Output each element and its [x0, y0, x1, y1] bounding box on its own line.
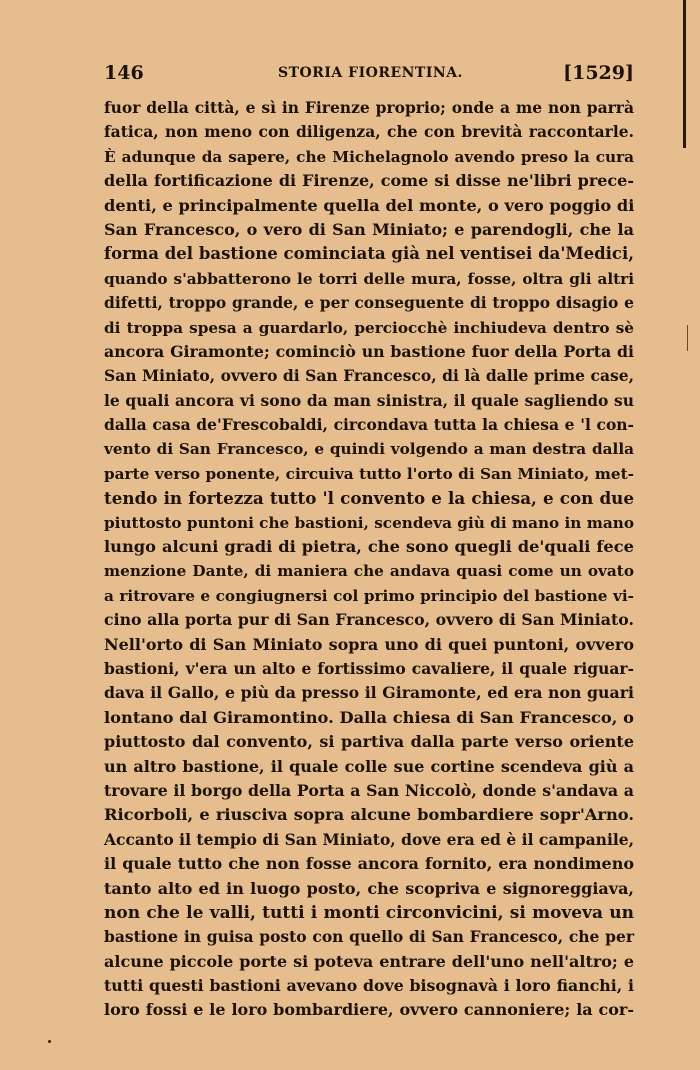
page-edge-mark: [687, 325, 688, 351]
text-line: loro fossi e le loro bombardiere, ovvero cannoniere; la cor-: [104, 1000, 634, 1020]
text-line: quando s'abbatterono le torri delle mura, fosse, oltra gli altri: [104, 269, 634, 288]
text-line: a ritrovare e congiugnersi col primo principio del bastione vi-: [104, 586, 634, 605]
page-header: [104, 62, 634, 88]
year-bracket: [1529]: [563, 62, 634, 84]
text-line: Accanto il tempio di San Miniato, dove era ed è il campanile,: [104, 829, 634, 849]
text-line: dava il Gallo, e più da presso il Giramonte, ed era non guari: [104, 683, 634, 703]
text-line: tendo in fortezza tutto 'l convento e la chiesa, e con due: [104, 488, 634, 509]
running-title: STORIA FIORENTINA.: [278, 65, 463, 81]
text-line: fatica, non meno con diligenza, che con brevità raccontarle.: [104, 122, 634, 142]
text-line: della fortificazione di Firenze, come si disse ne'libri prece-: [104, 171, 634, 191]
text-line: trovare il borgo della Porta a San Niccolò, donde s'andava a: [104, 780, 634, 800]
text-line: tanto alto ed in luogo posto, che scopriva e signoreggiava,: [104, 878, 634, 898]
text-line: non che le valli, tutti i monti circonvicini, si moveva un: [104, 902, 634, 923]
text-line: denti, e principalmente quella del monte, o vero poggio di: [104, 195, 635, 215]
text-line: dalla casa de'Frescobaldi, circondava tutta la chiesa e 'l con-: [104, 415, 634, 435]
text-line: bastione in guisa posto con quello di San Francesco, che per: [104, 927, 634, 947]
text-line: Ricorboli, e riusciva sopra alcune bombardiere sopr'Arno.: [104, 805, 634, 825]
text-line: piuttosto dal convento, si partiva dalla parte verso oriente: [104, 732, 634, 752]
page-edge-shadow: [683, 0, 686, 148]
text-line: San Miniato, ovvero di San Francesco, di là dalle prime case,: [104, 366, 634, 386]
text-line: il quale tutto che non fosse ancora fornito, era nondimeno: [104, 854, 634, 874]
text-line: lontano dal Giramontino. Dalla chiesa di San Francesco, o: [104, 707, 634, 727]
text-line: bastioni, v'era un alto e fortissimo cavaliere, il quale riguar-: [104, 658, 634, 678]
text-line: vento di San Francesco, e quindi volgendo a man destra dalla: [104, 440, 634, 459]
text-line: San Francesco, o vero di San Miniato; e parendogli, che la: [104, 219, 634, 239]
text-line: piuttosto puntoni che bastioni, scendeva giù di mano in mano: [104, 513, 634, 532]
text-line: forma del bastione cominciata già nel ventisei da'Medici,: [104, 244, 634, 264]
page-number: 146: [104, 62, 144, 84]
text-line: difetti, troppo grande, e per conseguente di troppo disagio e: [104, 293, 634, 313]
text-line: È adunque da sapere, che Michelagnolo avendo preso la cura: [104, 147, 634, 166]
body-text: [104, 96, 634, 1023]
text-line: alcune piccole porte si poteva entrare dell'uno nell'altro; e: [104, 951, 634, 971]
text-line: di troppa spesa a guardarlo, perciocchè inchiudeva dentro sè: [104, 318, 634, 337]
text-line: tutti questi bastioni avevano dove bisognavà i loro fianchi, i: [104, 976, 634, 996]
text-line: parte verso ponente, circuiva tutto l'orto di San Miniato, met-: [104, 464, 634, 483]
text-line: fuor della città, e sì in Firenze proprio; onde a me non parrà: [104, 98, 634, 117]
text-line: menzione Dante, di maniera che andava quasi come un ovato: [104, 562, 634, 581]
text-line: Nell'orto di San Miniato sopra uno di quei puntoni, ovvero: [104, 634, 634, 654]
text-line: le quali ancora vi sono da man sinistra, il quale sagliendo su: [104, 390, 634, 410]
text-line: cino alla porta pur di San Francesco, ovvero di San Miniato.: [104, 610, 634, 630]
text-line: un altro bastione, il quale colle sue cortine scendeva giù a: [104, 756, 634, 776]
text-line: lungo alcuni gradi di pietra, che sono quegli de'quali fece: [104, 537, 634, 557]
ink-speck: [48, 1040, 51, 1043]
text-line: ancora Giramonte; cominciò un bastione fuor della Porta di: [104, 341, 634, 361]
